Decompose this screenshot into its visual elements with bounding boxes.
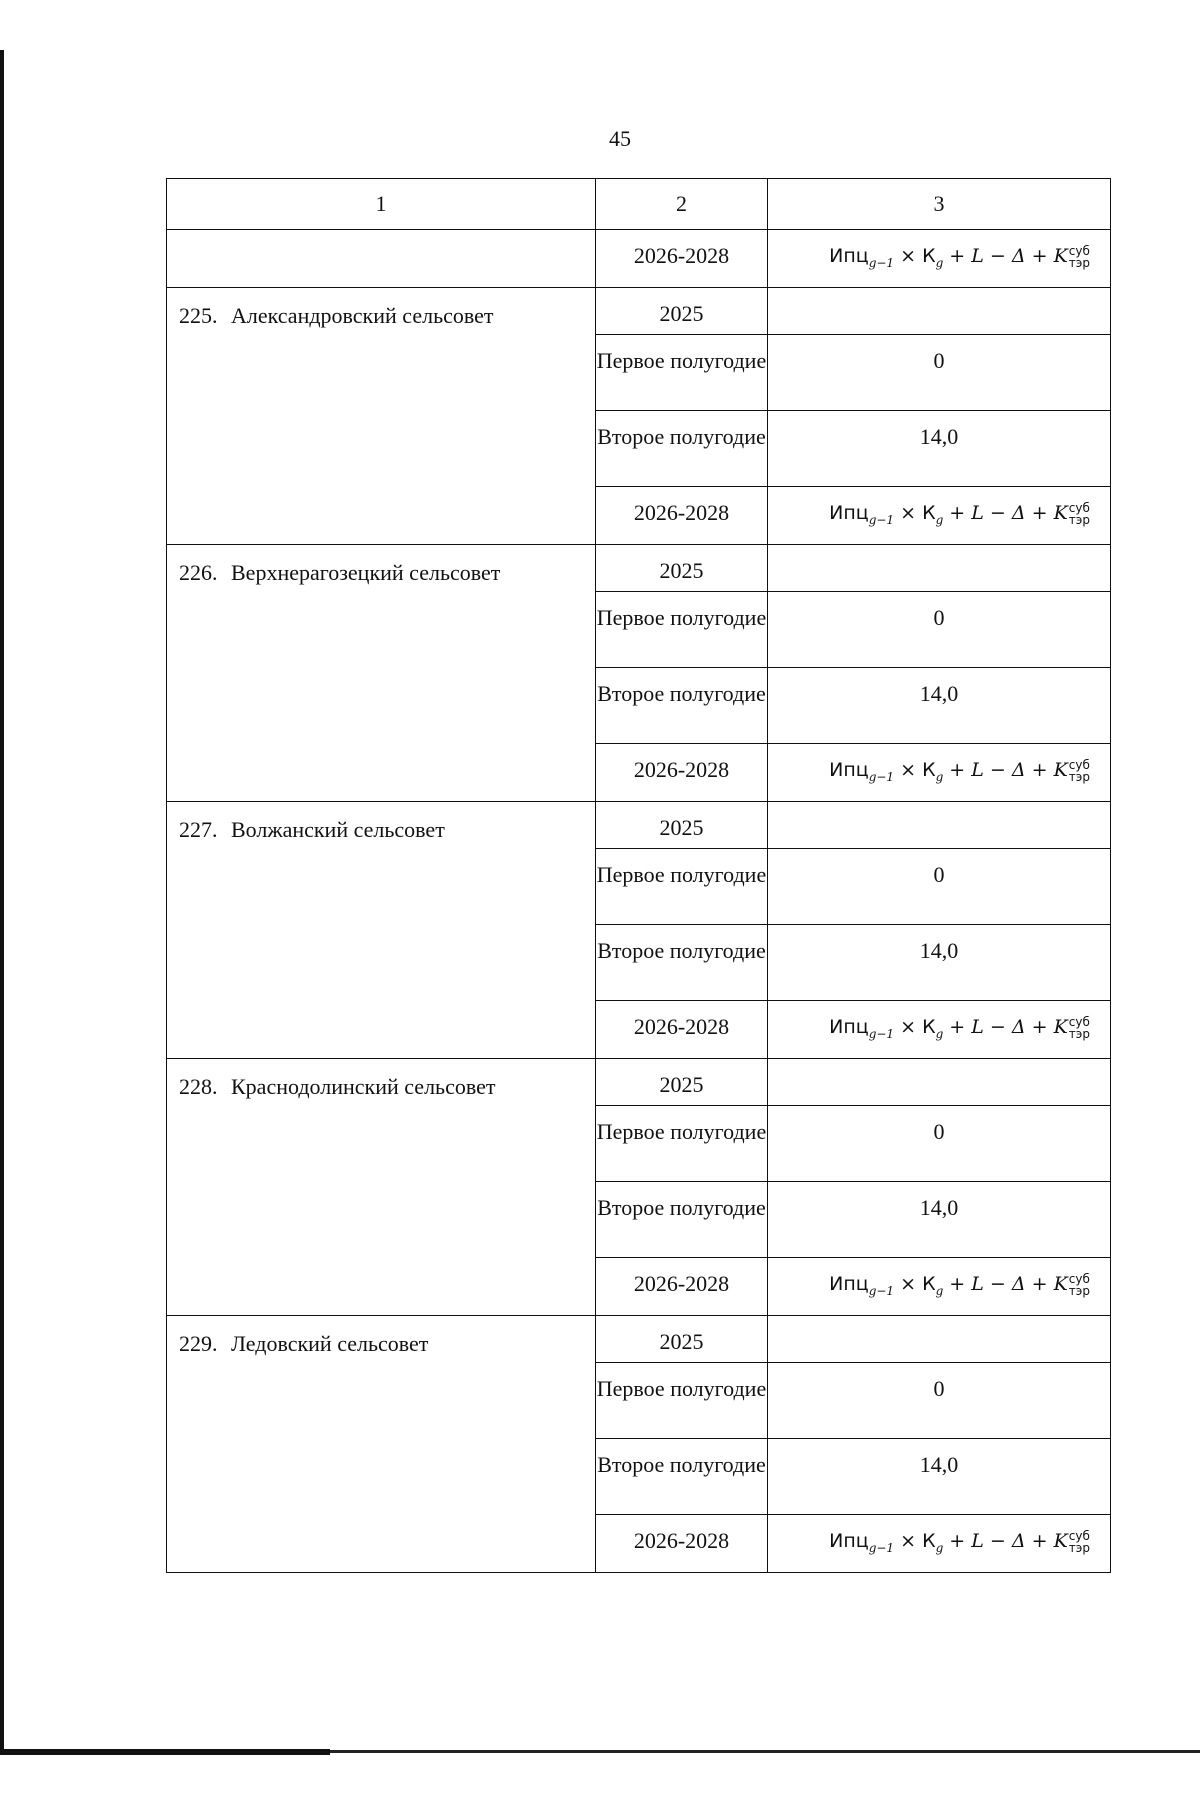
second-half-value: 14,0 bbox=[768, 668, 1111, 744]
entry-year-row bbox=[167, 1059, 1111, 1106]
second-half-label: Второе полугодие bbox=[596, 1182, 768, 1258]
formula-base: Ипц bbox=[829, 759, 869, 781]
first-half-value: 0 bbox=[768, 335, 1111, 411]
settlement-name-cell bbox=[167, 288, 596, 545]
period-cell: 2026-2028 bbox=[596, 1258, 768, 1316]
first-half-value: 0 bbox=[768, 1363, 1111, 1439]
settlement-name: Волжанский сельсовет bbox=[231, 817, 445, 842]
empty-value-cell bbox=[768, 802, 1111, 849]
settlement-name: Ледовский сельсовет bbox=[231, 1331, 429, 1356]
formula: $Ипц_{g-1} \times К_g + L - \Delta + K$ суб тэр bbox=[829, 243, 1090, 270]
formula: $Ипц_{g-1} \times К_g + L - \Delta + K$ суб тэр bbox=[829, 500, 1090, 527]
empty-value-cell bbox=[768, 545, 1111, 592]
formula-base: Ипц bbox=[829, 1016, 869, 1038]
first-half-label: Первое полугодие bbox=[596, 849, 768, 925]
empty-value-cell bbox=[768, 1316, 1111, 1363]
settlement-name: Верхнерагозецкий сельсовет bbox=[231, 560, 501, 585]
header-col-2: 2 bbox=[596, 179, 768, 230]
second-half-value: 14,0 bbox=[768, 411, 1111, 487]
second-half-label: Второе полугодие bbox=[596, 1439, 768, 1515]
header-row bbox=[167, 179, 1111, 230]
formula-base: Ипц bbox=[829, 245, 869, 267]
entry-number: 228. bbox=[179, 1074, 218, 1099]
year-cell: 2025 bbox=[596, 802, 768, 849]
settlement-name-cell bbox=[167, 545, 596, 802]
formula-cell bbox=[768, 1001, 1111, 1059]
scan-bottom-edge-thick bbox=[0, 1749, 330, 1755]
period-cell: 2026-2028 bbox=[596, 744, 768, 802]
formula-base: Ипц bbox=[829, 1273, 869, 1295]
page-number: 45 bbox=[609, 126, 631, 151]
first-half-label: Первое полугодие bbox=[596, 1106, 768, 1182]
formula-base: Ипц bbox=[829, 502, 869, 524]
year-cell: 2025 bbox=[596, 545, 768, 592]
formula-cell bbox=[768, 1258, 1111, 1316]
year-cell: 2025 bbox=[596, 1059, 768, 1106]
formula-cell bbox=[768, 230, 1111, 288]
formula-cell bbox=[768, 487, 1111, 545]
second-half-value: 14,0 bbox=[768, 1439, 1111, 1515]
settlement-name: Александровский сельсовет bbox=[231, 303, 494, 328]
entry-year-row bbox=[167, 802, 1111, 849]
first-half-label: Первое полугодие bbox=[596, 335, 768, 411]
formula: $Ипц_{g-1} \times К_g + L - \Delta + K$ суб тэр bbox=[829, 757, 1090, 784]
formula: $Ипц_{g-1} \times К_g + L - \Delta + K$ суб тэр bbox=[829, 1014, 1090, 1041]
first-half-label: Первое полугодие bbox=[596, 592, 768, 668]
continuation-row bbox=[167, 230, 1111, 288]
formula: $Ипц_{g-1} \times К_g + L - \Delta + K$ суб тэр bbox=[829, 1528, 1090, 1555]
entry-number: 229. bbox=[179, 1331, 218, 1356]
first-half-value: 0 bbox=[768, 849, 1111, 925]
formula-cell bbox=[768, 1515, 1111, 1573]
second-half-value: 14,0 bbox=[768, 925, 1111, 1001]
settlement-name-cell bbox=[167, 1316, 596, 1573]
year-cell: 2025 bbox=[596, 1316, 768, 1363]
formula: $Ипц_{g-1} \times К_g + L - \Delta + K$ суб тэр bbox=[829, 1271, 1090, 1298]
scan-left-edge bbox=[0, 50, 4, 1750]
formula-cell bbox=[768, 744, 1111, 802]
settlement-name-cell bbox=[167, 1059, 596, 1316]
second-half-label: Второе полугодие bbox=[596, 411, 768, 487]
period-cell: 2026-2028 bbox=[596, 230, 768, 288]
period-cell: 2026-2028 bbox=[596, 1515, 768, 1573]
year-cell: 2025 bbox=[596, 288, 768, 335]
second-half-label: Второе полугодие bbox=[596, 668, 768, 744]
period-cell: 2026-2028 bbox=[596, 1001, 768, 1059]
entry-year-row bbox=[167, 545, 1111, 592]
first-half-value: 0 bbox=[768, 1106, 1111, 1182]
first-half-label: Первое полугодие bbox=[596, 1363, 768, 1439]
tariff-table bbox=[166, 178, 1111, 1573]
formula-base: Ипц bbox=[829, 1530, 869, 1552]
empty-value-cell bbox=[768, 288, 1111, 335]
second-half-label: Второе полугодие bbox=[596, 925, 768, 1001]
entry-number: 226. bbox=[179, 560, 218, 585]
second-half-value: 14,0 bbox=[768, 1182, 1111, 1258]
period-cell: 2026-2028 bbox=[596, 487, 768, 545]
empty-value-cell bbox=[768, 1059, 1111, 1106]
entry-year-row bbox=[167, 288, 1111, 335]
entry-year-row bbox=[167, 1316, 1111, 1363]
header-col-3: 3 bbox=[768, 179, 1111, 230]
header-col-1: 1 bbox=[167, 179, 596, 230]
settlement-name: Краснодолинский сельсовет bbox=[231, 1074, 496, 1099]
settlement-name-cell bbox=[167, 802, 596, 1059]
empty-cell bbox=[167, 230, 596, 288]
first-half-value: 0 bbox=[768, 592, 1111, 668]
entry-number: 227. bbox=[179, 817, 218, 842]
entry-number: 225. bbox=[179, 303, 218, 328]
